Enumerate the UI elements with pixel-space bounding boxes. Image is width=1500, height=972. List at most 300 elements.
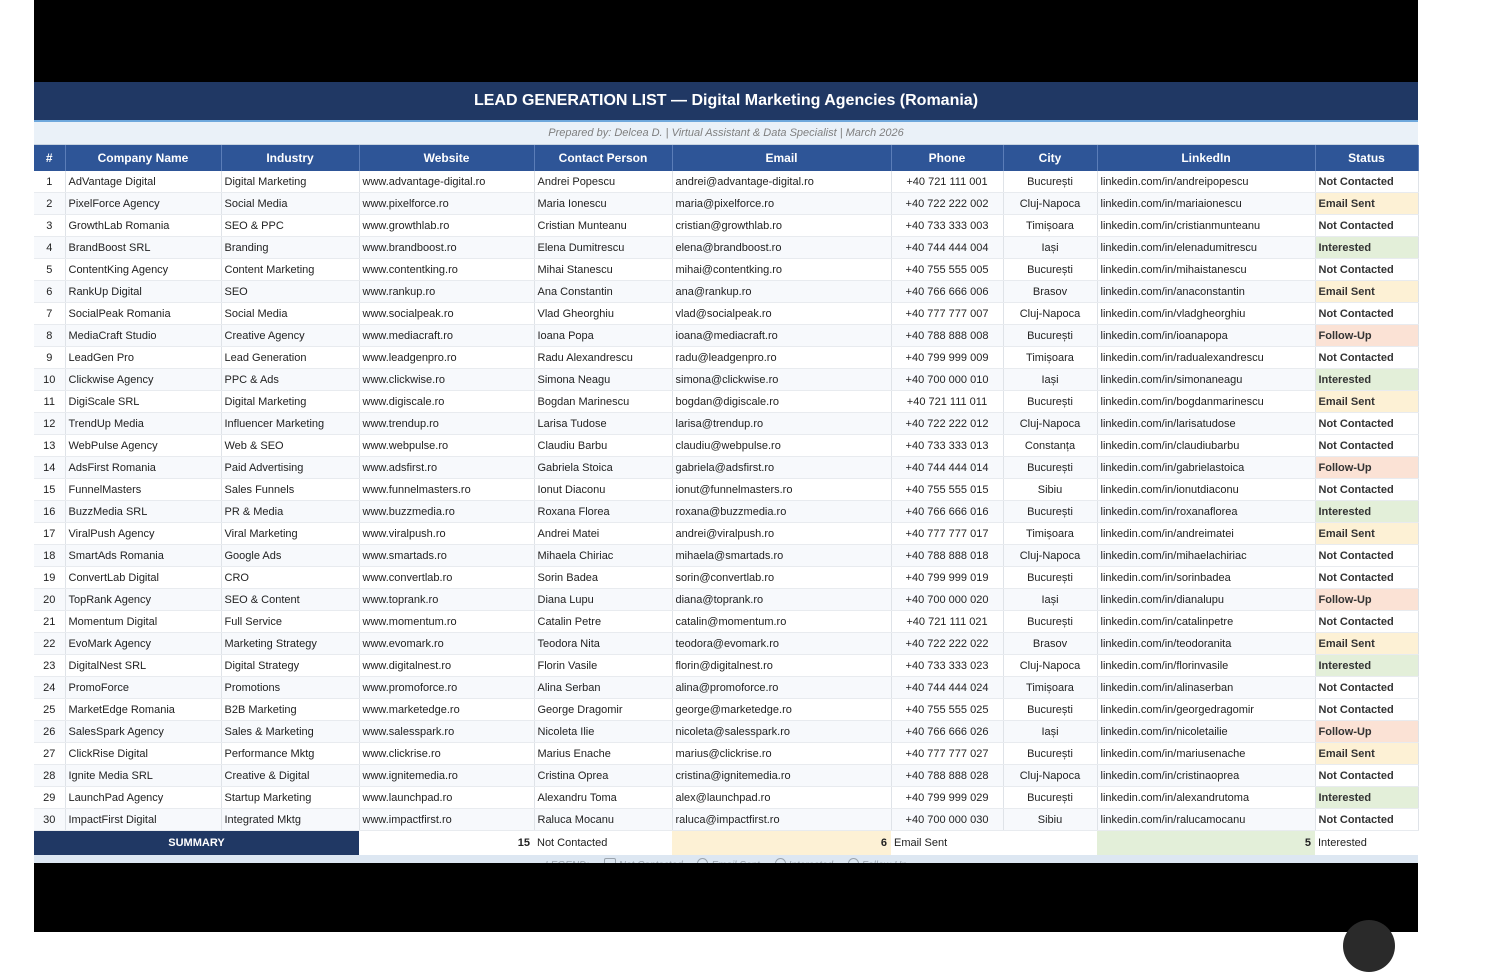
cell-phone[interactable]: +40 744 444 024 bbox=[891, 677, 1003, 699]
table-row[interactable] bbox=[34, 589, 1418, 611]
summary-not-contacted-label[interactable]: Not Contacted bbox=[537, 837, 608, 849]
cell-phone[interactable]: +40 722 222 002 bbox=[891, 193, 1003, 215]
cell-contact[interactable]: Cristina Oprea bbox=[534, 765, 672, 787]
column-header-linkedin[interactable]: LinkedIn bbox=[1097, 145, 1315, 171]
cell-email[interactable]: ioana@mediacraft.ro bbox=[672, 325, 891, 347]
cell-number[interactable]: 12 bbox=[34, 413, 65, 435]
cell-city[interactable]: Timișoara bbox=[1003, 523, 1097, 545]
cell-city[interactable]: Timișoara bbox=[1003, 215, 1097, 237]
cell-industry[interactable]: Creative & Digital bbox=[221, 765, 359, 787]
cell-city[interactable]: București bbox=[1003, 259, 1097, 281]
cell-email[interactable]: maria@pixelforce.ro bbox=[672, 193, 891, 215]
cell-industry[interactable]: CRO bbox=[221, 567, 359, 589]
cell-phone[interactable]: +40 700 000 020 bbox=[891, 589, 1003, 611]
cell-status[interactable]: Not Contacted bbox=[1315, 809, 1418, 831]
cell-status[interactable]: Email Sent bbox=[1315, 281, 1418, 303]
cell-phone[interactable]: +40 721 111 001 bbox=[891, 171, 1003, 193]
cell-linkedin[interactable]: linkedin.com/in/simonaneagu bbox=[1097, 369, 1315, 391]
table-row[interactable] bbox=[34, 259, 1418, 281]
cell-number[interactable]: 5 bbox=[34, 259, 65, 281]
cell-contact[interactable]: Gabriela Stoica bbox=[534, 457, 672, 479]
cell-company[interactable]: Clickwise Agency bbox=[65, 369, 221, 391]
cell-email[interactable]: mihai@contentking.ro bbox=[672, 259, 891, 281]
cell-linkedin[interactable]: linkedin.com/in/alexandrutoma bbox=[1097, 787, 1315, 809]
cell-phone[interactable]: +40 700 000 030 bbox=[891, 809, 1003, 831]
column-header-number[interactable]: # bbox=[34, 145, 65, 171]
cell-email[interactable]: catalin@momentum.ro bbox=[672, 611, 891, 633]
cell-linkedin[interactable]: linkedin.com/in/andreipopescu bbox=[1097, 171, 1315, 193]
cell-city[interactable]: București bbox=[1003, 391, 1097, 413]
cell-contact[interactable]: Andrei Popescu bbox=[534, 171, 672, 193]
cell-phone[interactable]: +40 755 555 025 bbox=[891, 699, 1003, 721]
cell-contact[interactable]: Simona Neagu bbox=[534, 369, 672, 391]
cell-contact[interactable]: Mihai Stanescu bbox=[534, 259, 672, 281]
cell-email[interactable]: bogdan@digiscale.ro bbox=[672, 391, 891, 413]
cell-status[interactable]: Not Contacted bbox=[1315, 479, 1418, 501]
cell-company[interactable]: LeadGen Pro bbox=[65, 347, 221, 369]
cell-website[interactable]: www.advantage-digital.ro bbox=[359, 171, 534, 193]
column-header-company[interactable]: Company Name bbox=[65, 145, 221, 171]
cell-website[interactable]: www.toprank.ro bbox=[359, 589, 534, 611]
cell-linkedin[interactable]: linkedin.com/in/mariaionescu bbox=[1097, 193, 1315, 215]
cell-company[interactable]: MarketEdge Romania bbox=[65, 699, 221, 721]
cell-phone[interactable]: +40 755 555 015 bbox=[891, 479, 1003, 501]
cell-city[interactable]: Sibiu bbox=[1003, 809, 1097, 831]
cell-status[interactable]: Interested bbox=[1315, 655, 1418, 677]
cell-email[interactable]: florin@digitalnest.ro bbox=[672, 655, 891, 677]
table-row[interactable] bbox=[34, 567, 1418, 589]
cell-status[interactable]: Email Sent bbox=[1315, 633, 1418, 655]
cell-status[interactable]: Not Contacted bbox=[1315, 303, 1418, 325]
cell-number[interactable]: 25 bbox=[34, 699, 65, 721]
cell-number[interactable]: 10 bbox=[34, 369, 65, 391]
cell-company[interactable]: WebPulse Agency bbox=[65, 435, 221, 457]
cell-linkedin[interactable]: linkedin.com/in/roxanaflorea bbox=[1097, 501, 1315, 523]
cell-website[interactable]: www.evomark.ro bbox=[359, 633, 534, 655]
cell-website[interactable]: www.smartads.ro bbox=[359, 545, 534, 567]
cell-linkedin[interactable]: linkedin.com/in/florinvasile bbox=[1097, 655, 1315, 677]
cell-phone[interactable]: +40 788 888 008 bbox=[891, 325, 1003, 347]
cell-email[interactable]: claudiu@webpulse.ro bbox=[672, 435, 891, 457]
cell-number[interactable]: 3 bbox=[34, 215, 65, 237]
cell-website[interactable]: www.trendup.ro bbox=[359, 413, 534, 435]
table-row[interactable] bbox=[34, 435, 1418, 457]
cell-linkedin[interactable]: linkedin.com/in/cristinaoprea bbox=[1097, 765, 1315, 787]
cell-phone[interactable]: +40 722 222 022 bbox=[891, 633, 1003, 655]
cell-website[interactable]: www.ignitemedia.ro bbox=[359, 765, 534, 787]
cell-phone[interactable]: +40 700 000 010 bbox=[891, 369, 1003, 391]
cell-status[interactable]: Not Contacted bbox=[1315, 699, 1418, 721]
cell-phone[interactable]: +40 777 777 007 bbox=[891, 303, 1003, 325]
cell-city[interactable]: Iași bbox=[1003, 721, 1097, 743]
cell-contact[interactable]: Catalin Petre bbox=[534, 611, 672, 633]
cell-website[interactable]: www.webpulse.ro bbox=[359, 435, 534, 457]
cell-email[interactable]: ana@rankup.ro bbox=[672, 281, 891, 303]
cell-email[interactable]: nicoleta@salesspark.ro bbox=[672, 721, 891, 743]
cell-contact[interactable]: Diana Lupu bbox=[534, 589, 672, 611]
cell-email[interactable]: cristina@ignitemedia.ro bbox=[672, 765, 891, 787]
cell-website[interactable]: www.digitalnest.ro bbox=[359, 655, 534, 677]
cell-city[interactable]: București bbox=[1003, 567, 1097, 589]
table-row[interactable] bbox=[34, 193, 1418, 215]
cell-linkedin[interactable]: linkedin.com/in/nicoletailie bbox=[1097, 721, 1315, 743]
cell-phone[interactable]: +40 722 222 012 bbox=[891, 413, 1003, 435]
cell-phone[interactable]: +40 799 999 029 bbox=[891, 787, 1003, 809]
cell-website[interactable]: www.mediacraft.ro bbox=[359, 325, 534, 347]
cell-number[interactable]: 4 bbox=[34, 237, 65, 259]
cell-company[interactable]: PromoForce bbox=[65, 677, 221, 699]
cell-company[interactable]: RankUp Digital bbox=[65, 281, 221, 303]
table-row[interactable] bbox=[34, 303, 1418, 325]
cell-city[interactable]: Timișoara bbox=[1003, 347, 1097, 369]
cell-email[interactable]: elena@brandboost.ro bbox=[672, 237, 891, 259]
cell-email[interactable]: andrei@viralpush.ro bbox=[672, 523, 891, 545]
cell-company[interactable]: SocialPeak Romania bbox=[65, 303, 221, 325]
cell-city[interactable]: Brasov bbox=[1003, 633, 1097, 655]
summary-label[interactable]: SUMMARY bbox=[34, 831, 359, 856]
cell-linkedin[interactable]: linkedin.com/in/claudiubarbu bbox=[1097, 435, 1315, 457]
cell-phone[interactable]: +40 744 444 004 bbox=[891, 237, 1003, 259]
cell-company[interactable]: MediaCraft Studio bbox=[65, 325, 221, 347]
cell-company[interactable]: AdVantage Digital bbox=[65, 171, 221, 193]
cell-number[interactable]: 13 bbox=[34, 435, 65, 457]
cell-phone[interactable]: +40 721 111 011 bbox=[891, 391, 1003, 413]
column-header-phone[interactable]: Phone bbox=[891, 145, 1003, 171]
table-row[interactable] bbox=[34, 413, 1418, 435]
cell-number[interactable]: 21 bbox=[34, 611, 65, 633]
table-row[interactable] bbox=[34, 765, 1418, 787]
cell-status[interactable]: Interested bbox=[1315, 237, 1418, 259]
cell-website[interactable]: www.adsfirst.ro bbox=[359, 457, 534, 479]
cell-phone[interactable]: +40 733 333 023 bbox=[891, 655, 1003, 677]
cell-city[interactable]: Timișoara bbox=[1003, 677, 1097, 699]
cell-industry[interactable]: Social Media bbox=[221, 193, 359, 215]
cell-phone[interactable]: +40 799 999 009 bbox=[891, 347, 1003, 369]
cell-contact[interactable]: Raluca Mocanu bbox=[534, 809, 672, 831]
cell-number[interactable]: 11 bbox=[34, 391, 65, 413]
cell-email[interactable]: george@marketedge.ro bbox=[672, 699, 891, 721]
cell-status[interactable]: Email Sent bbox=[1315, 193, 1418, 215]
cell-contact[interactable]: Vlad Gheorghiu bbox=[534, 303, 672, 325]
table-row[interactable] bbox=[34, 325, 1418, 347]
cell-industry[interactable]: B2B Marketing bbox=[221, 699, 359, 721]
table-row[interactable] bbox=[34, 743, 1418, 765]
cell-company[interactable]: TrendUp Media bbox=[65, 413, 221, 435]
cell-industry[interactable]: Creative Agency bbox=[221, 325, 359, 347]
table-row[interactable] bbox=[34, 347, 1418, 369]
cell-contact[interactable]: Bogdan Marinescu bbox=[534, 391, 672, 413]
cell-industry[interactable]: Sales Funnels bbox=[221, 479, 359, 501]
cell-industry[interactable]: Lead Generation bbox=[221, 347, 359, 369]
cell-status[interactable]: Not Contacted bbox=[1315, 545, 1418, 567]
cell-industry[interactable]: PPC & Ads bbox=[221, 369, 359, 391]
cell-linkedin[interactable]: linkedin.com/in/andreimatei bbox=[1097, 523, 1315, 545]
cell-linkedin[interactable]: linkedin.com/in/ioanapopa bbox=[1097, 325, 1315, 347]
cell-status[interactable]: Not Contacted bbox=[1315, 765, 1418, 787]
cell-company[interactable]: AdsFirst Romania bbox=[65, 457, 221, 479]
column-header-industry[interactable]: Industry bbox=[221, 145, 359, 171]
cell-website[interactable]: www.clickrise.ro bbox=[359, 743, 534, 765]
cell-industry[interactable]: Digital Strategy bbox=[221, 655, 359, 677]
cell-company[interactable]: ContentKing Agency bbox=[65, 259, 221, 281]
cell-number[interactable]: 6 bbox=[34, 281, 65, 303]
cell-phone[interactable]: +40 777 777 017 bbox=[891, 523, 1003, 545]
cell-contact[interactable]: Maria Ionescu bbox=[534, 193, 672, 215]
cell-number[interactable]: 24 bbox=[34, 677, 65, 699]
cell-number[interactable]: 16 bbox=[34, 501, 65, 523]
cell-company[interactable]: DigitalNest SRL bbox=[65, 655, 221, 677]
cell-status[interactable]: Interested bbox=[1315, 369, 1418, 391]
cell-contact[interactable]: Marius Enache bbox=[534, 743, 672, 765]
cell-industry[interactable]: SEO & PPC bbox=[221, 215, 359, 237]
cell-industry[interactable]: Viral Marketing bbox=[221, 523, 359, 545]
cell-email[interactable]: ionut@funnelmasters.ro bbox=[672, 479, 891, 501]
cell-number[interactable]: 8 bbox=[34, 325, 65, 347]
cell-status[interactable]: Not Contacted bbox=[1315, 347, 1418, 369]
cell-company[interactable]: TopRank Agency bbox=[65, 589, 221, 611]
cell-linkedin[interactable]: linkedin.com/in/ionutdiaconu bbox=[1097, 479, 1315, 501]
cell-contact[interactable]: Ioana Popa bbox=[534, 325, 672, 347]
cell-status[interactable]: Email Sent bbox=[1315, 391, 1418, 413]
cell-company[interactable]: PixelForce Agency bbox=[65, 193, 221, 215]
cell-email[interactable]: radu@leadgenpro.ro bbox=[672, 347, 891, 369]
cell-linkedin[interactable]: linkedin.com/in/georgedragomir bbox=[1097, 699, 1315, 721]
cell-linkedin[interactable]: linkedin.com/in/cristianmunteanu bbox=[1097, 215, 1315, 237]
cell-industry[interactable]: SEO bbox=[221, 281, 359, 303]
cell-status[interactable]: Not Contacted bbox=[1315, 611, 1418, 633]
cell-industry[interactable]: Integrated Mktg bbox=[221, 809, 359, 831]
cell-city[interactable]: București bbox=[1003, 325, 1097, 347]
cell-linkedin[interactable]: linkedin.com/in/gabrielastoica bbox=[1097, 457, 1315, 479]
cell-company[interactable]: Momentum Digital bbox=[65, 611, 221, 633]
cell-status[interactable]: Not Contacted bbox=[1315, 435, 1418, 457]
cell-industry[interactable]: Google Ads bbox=[221, 545, 359, 567]
table-row[interactable] bbox=[34, 545, 1418, 567]
cell-linkedin[interactable]: linkedin.com/in/larisatudose bbox=[1097, 413, 1315, 435]
cell-email[interactable]: simona@clickwise.ro bbox=[672, 369, 891, 391]
table-row[interactable] bbox=[34, 369, 1418, 391]
cell-number[interactable]: 18 bbox=[34, 545, 65, 567]
table-row[interactable] bbox=[34, 699, 1418, 721]
cell-contact[interactable]: Alexandru Toma bbox=[534, 787, 672, 809]
cell-company[interactable]: ImpactFirst Digital bbox=[65, 809, 221, 831]
cell-company[interactable]: FunnelMasters bbox=[65, 479, 221, 501]
cell-contact[interactable]: Florin Vasile bbox=[534, 655, 672, 677]
cell-phone[interactable]: +40 721 111 021 bbox=[891, 611, 1003, 633]
cell-industry[interactable]: Social Media bbox=[221, 303, 359, 325]
cell-company[interactable]: Ignite Media SRL bbox=[65, 765, 221, 787]
cell-company[interactable]: ClickRise Digital bbox=[65, 743, 221, 765]
cell-linkedin[interactable]: linkedin.com/in/ralucamocanu bbox=[1097, 809, 1315, 831]
cell-status[interactable]: Not Contacted bbox=[1315, 259, 1418, 281]
cell-contact[interactable]: Andrei Matei bbox=[534, 523, 672, 545]
cell-linkedin[interactable]: linkedin.com/in/mihaistanescu bbox=[1097, 259, 1315, 281]
cell-company[interactable]: SmartAds Romania bbox=[65, 545, 221, 567]
column-header-website[interactable]: Website bbox=[359, 145, 534, 171]
cell-number[interactable]: 15 bbox=[34, 479, 65, 501]
table-row[interactable] bbox=[34, 391, 1418, 413]
cell-company[interactable]: BrandBoost SRL bbox=[65, 237, 221, 259]
cell-email[interactable]: roxana@buzzmedia.ro bbox=[672, 501, 891, 523]
cell-linkedin[interactable]: linkedin.com/in/teodoranita bbox=[1097, 633, 1315, 655]
cell-contact[interactable]: Roxana Florea bbox=[534, 501, 672, 523]
cell-linkedin[interactable]: linkedin.com/in/radualexandrescu bbox=[1097, 347, 1315, 369]
cell-phone[interactable]: +40 788 888 018 bbox=[891, 545, 1003, 567]
table-row[interactable] bbox=[34, 457, 1418, 479]
cell-email[interactable]: vlad@socialpeak.ro bbox=[672, 303, 891, 325]
cell-industry[interactable]: Web & SEO bbox=[221, 435, 359, 457]
cell-industry[interactable]: Full Service bbox=[221, 611, 359, 633]
cell-website[interactable]: www.contentking.ro bbox=[359, 259, 534, 281]
cell-city[interactable]: Sibiu bbox=[1003, 479, 1097, 501]
table-row[interactable] bbox=[34, 479, 1418, 501]
cell-city[interactable]: București bbox=[1003, 699, 1097, 721]
cell-website[interactable]: www.growthlab.ro bbox=[359, 215, 534, 237]
cell-status[interactable]: Not Contacted bbox=[1315, 677, 1418, 699]
cell-number[interactable]: 14 bbox=[34, 457, 65, 479]
cell-website[interactable]: www.digiscale.ro bbox=[359, 391, 534, 413]
cell-contact[interactable]: Teodora Nita bbox=[534, 633, 672, 655]
table-row[interactable] bbox=[34, 677, 1418, 699]
cell-industry[interactable]: Branding bbox=[221, 237, 359, 259]
cell-website[interactable]: www.salesspark.ro bbox=[359, 721, 534, 743]
cell-email[interactable]: marius@clickrise.ro bbox=[672, 743, 891, 765]
cell-number[interactable]: 9 bbox=[34, 347, 65, 369]
cell-city[interactable]: Iași bbox=[1003, 589, 1097, 611]
cell-number[interactable]: 19 bbox=[34, 567, 65, 589]
cell-phone[interactable]: +40 733 333 003 bbox=[891, 215, 1003, 237]
cell-website[interactable]: www.brandboost.ro bbox=[359, 237, 534, 259]
table-row[interactable] bbox=[34, 237, 1418, 259]
cell-number[interactable]: 30 bbox=[34, 809, 65, 831]
cell-industry[interactable]: Paid Advertising bbox=[221, 457, 359, 479]
cell-contact[interactable]: Nicoleta Ilie bbox=[534, 721, 672, 743]
cell-contact[interactable]: Radu Alexandrescu bbox=[534, 347, 672, 369]
summary-not-contacted-count[interactable]: 15 bbox=[517, 837, 530, 849]
cell-website[interactable]: www.convertlab.ro bbox=[359, 567, 534, 589]
cell-city[interactable]: Cluj-Napoca bbox=[1003, 303, 1097, 325]
cell-linkedin[interactable]: linkedin.com/in/anaconstantin bbox=[1097, 281, 1315, 303]
cell-number[interactable]: 17 bbox=[34, 523, 65, 545]
cell-email[interactable]: andrei@advantage-digital.ro bbox=[672, 171, 891, 193]
cell-status[interactable]: Follow-Up bbox=[1315, 589, 1418, 611]
cell-linkedin[interactable]: linkedin.com/in/catalinpetre bbox=[1097, 611, 1315, 633]
cell-company[interactable]: EvoMark Agency bbox=[65, 633, 221, 655]
cell-industry[interactable]: Digital Marketing bbox=[221, 171, 359, 193]
table-row[interactable] bbox=[34, 501, 1418, 523]
cell-website[interactable]: www.impactfirst.ro bbox=[359, 809, 534, 831]
cell-status[interactable]: Email Sent bbox=[1315, 743, 1418, 765]
cell-status[interactable]: Follow-Up bbox=[1315, 457, 1418, 479]
cell-number[interactable]: 20 bbox=[34, 589, 65, 611]
cell-city[interactable]: Iași bbox=[1003, 369, 1097, 391]
table-row[interactable] bbox=[34, 633, 1418, 655]
cell-website[interactable]: www.rankup.ro bbox=[359, 281, 534, 303]
table-row[interactable] bbox=[34, 787, 1418, 809]
cell-city[interactable]: București bbox=[1003, 457, 1097, 479]
cell-contact[interactable]: Mihaela Chiriac bbox=[534, 545, 672, 567]
cell-number[interactable]: 27 bbox=[34, 743, 65, 765]
cell-linkedin[interactable]: linkedin.com/in/vladgheorghiu bbox=[1097, 303, 1315, 325]
cell-status[interactable]: Email Sent bbox=[1315, 523, 1418, 545]
cell-industry[interactable]: Content Marketing bbox=[221, 259, 359, 281]
cell-email[interactable]: cristian@growthlab.ro bbox=[672, 215, 891, 237]
cell-website[interactable]: www.buzzmedia.ro bbox=[359, 501, 534, 523]
cell-status[interactable]: Follow-Up bbox=[1315, 721, 1418, 743]
cell-contact[interactable]: Larisa Tudose bbox=[534, 413, 672, 435]
cell-status[interactable]: Follow-Up bbox=[1315, 325, 1418, 347]
cell-email[interactable]: sorin@convertlab.ro bbox=[672, 567, 891, 589]
cell-contact[interactable]: Ana Constantin bbox=[534, 281, 672, 303]
cell-number[interactable]: 2 bbox=[34, 193, 65, 215]
cell-city[interactable]: Cluj-Napoca bbox=[1003, 413, 1097, 435]
cell-industry[interactable]: Promotions bbox=[221, 677, 359, 699]
cell-company[interactable]: ConvertLab Digital bbox=[65, 567, 221, 589]
summary-interested-label[interactable]: Interested bbox=[1318, 837, 1367, 849]
cell-city[interactable]: București bbox=[1003, 787, 1097, 809]
cell-email[interactable]: alex@launchpad.ro bbox=[672, 787, 891, 809]
cell-industry[interactable]: Marketing Strategy bbox=[221, 633, 359, 655]
cell-city[interactable]: Cluj-Napoca bbox=[1003, 765, 1097, 787]
cell-contact[interactable]: George Dragomir bbox=[534, 699, 672, 721]
cell-linkedin[interactable]: linkedin.com/in/mihaelachiriac bbox=[1097, 545, 1315, 567]
cell-industry[interactable]: PR & Media bbox=[221, 501, 359, 523]
summary-interested-count[interactable]: 5 bbox=[1097, 831, 1315, 856]
cell-linkedin[interactable]: linkedin.com/in/dianalupu bbox=[1097, 589, 1315, 611]
cell-status[interactable]: Not Contacted bbox=[1315, 567, 1418, 589]
cell-city[interactable]: Constanța bbox=[1003, 435, 1097, 457]
cell-status[interactable]: Interested bbox=[1315, 501, 1418, 523]
cell-status[interactable]: Not Contacted bbox=[1315, 171, 1418, 193]
cell-company[interactable]: ViralPush Agency bbox=[65, 523, 221, 545]
column-header-contact[interactable]: Contact Person bbox=[534, 145, 672, 171]
cell-phone[interactable]: +40 799 999 019 bbox=[891, 567, 1003, 589]
cell-company[interactable]: DigiScale SRL bbox=[65, 391, 221, 413]
cell-company[interactable]: GrowthLab Romania bbox=[65, 215, 221, 237]
cell-phone[interactable]: +40 744 444 014 bbox=[891, 457, 1003, 479]
cell-contact[interactable]: Sorin Badea bbox=[534, 567, 672, 589]
cell-website[interactable]: www.socialpeak.ro bbox=[359, 303, 534, 325]
summary-email-sent-label[interactable]: Email Sent bbox=[894, 837, 948, 849]
cell-phone[interactable]: +40 777 777 027 bbox=[891, 743, 1003, 765]
cell-company[interactable]: LaunchPad Agency bbox=[65, 787, 221, 809]
column-header-email[interactable]: Email bbox=[672, 145, 891, 171]
cell-contact[interactable]: Claudiu Barbu bbox=[534, 435, 672, 457]
table-row[interactable] bbox=[34, 281, 1418, 303]
cell-website[interactable]: www.momentum.ro bbox=[359, 611, 534, 633]
cell-email[interactable]: mihaela@smartads.ro bbox=[672, 545, 891, 567]
cell-email[interactable]: larisa@trendup.ro bbox=[672, 413, 891, 435]
cell-number[interactable]: 26 bbox=[34, 721, 65, 743]
cell-linkedin[interactable]: linkedin.com/in/sorinbadea bbox=[1097, 567, 1315, 589]
cell-website[interactable]: www.pixelforce.ro bbox=[359, 193, 534, 215]
cell-linkedin[interactable]: linkedin.com/in/mariusenache bbox=[1097, 743, 1315, 765]
table-row[interactable] bbox=[34, 809, 1418, 831]
column-header-city[interactable]: City bbox=[1003, 145, 1097, 171]
cell-number[interactable]: 7 bbox=[34, 303, 65, 325]
cell-industry[interactable]: Sales & Marketing bbox=[221, 721, 359, 743]
cell-website[interactable]: www.marketedge.ro bbox=[359, 699, 534, 721]
cell-number[interactable]: 22 bbox=[34, 633, 65, 655]
cell-industry[interactable]: SEO & Content bbox=[221, 589, 359, 611]
cell-status[interactable]: Interested bbox=[1315, 787, 1418, 809]
cell-email[interactable]: diana@toprank.ro bbox=[672, 589, 891, 611]
cell-linkedin[interactable]: linkedin.com/in/alinaserban bbox=[1097, 677, 1315, 699]
cell-email[interactable]: teodora@evomark.ro bbox=[672, 633, 891, 655]
cell-website[interactable]: www.launchpad.ro bbox=[359, 787, 534, 809]
table-row[interactable] bbox=[34, 655, 1418, 677]
cell-city[interactable]: Cluj-Napoca bbox=[1003, 545, 1097, 567]
